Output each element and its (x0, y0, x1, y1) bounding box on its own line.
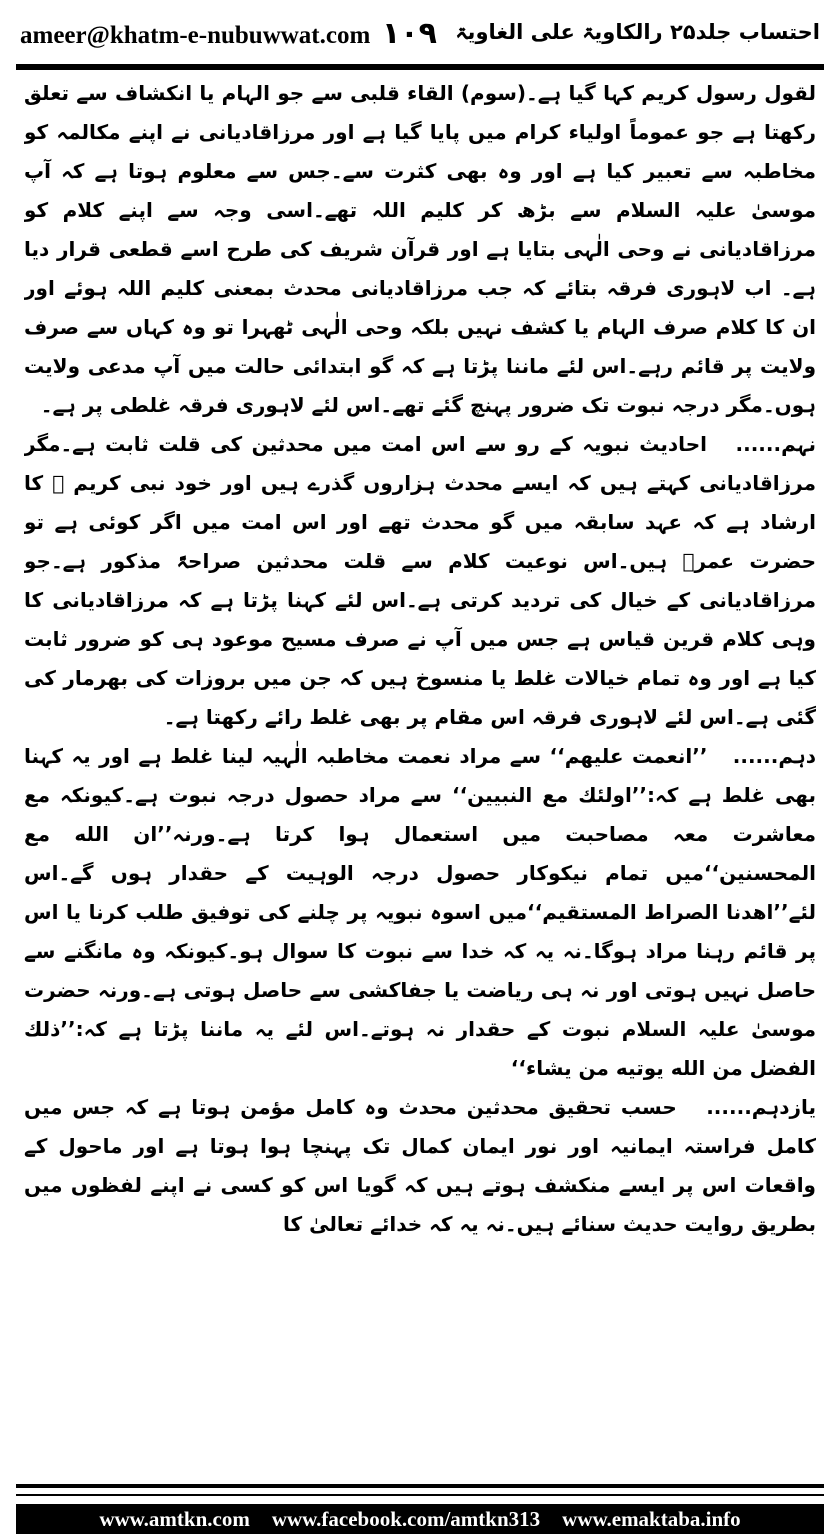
header-email[interactable]: ameer@khatm-e-nubuwwat.com (20, 22, 371, 49)
footer-link-facebook[interactable]: www.facebook.com/amtkn313 (271, 1506, 541, 1531)
page-number: ۱۰۹ (382, 16, 437, 51)
paragraph-4-label: یازدہم...... (706, 1095, 816, 1119)
header-rule (16, 64, 824, 70)
page-footer (16, 1504, 824, 1534)
footer-rule-bottom (16, 1494, 824, 1496)
paragraph-4 (24, 1088, 816, 1244)
running-title: احتساب جلد۲۵ رالکاویۃ علی الغاویۃ (455, 20, 820, 44)
main-text (24, 74, 816, 1434)
page-header (16, 14, 824, 62)
paragraph-3-label: دہم...... (732, 744, 816, 768)
footer-rule-top (16, 1484, 824, 1488)
paragraph-2 (24, 425, 816, 737)
paragraph-3-text: ’’انعمت علیهم‘‘ سے مراد نعمت مخاطبہ الٰہیہ لینا غلط ہے اور یہ کہنا بھی غلط ہے کہ:’’اولئك مع النبیین‘‘ سے مراد حصول درجہ نبوت ہے۔کیونکہ مع معاشرت معہ مصاحبت میں استعمال ہوا کرتا ہے۔ورنہ’’ان الله مع المحسنین‘‘میں تمام نیکوکار حصول درجہ الوہیت کے حقدار ہوں گے۔اس لئے’’اهدنا الصراط المستقیم‘‘میں اسوہ نبویہ پر چلنے کی توفیق طلب کرنا یا اس پر قائم رہنا مراد ہوگا۔نہ یہ کہ خدا سے نبوت کا سوال ہو۔کیونکہ وہ مانگنے سے حاصل نہیں ہوتی اور نہ ہی ریاضت یا جفاکشی سے حاصل ہوتی ہے۔ورنہ حضرت موسیٰ علیہ السلام نبوت کے حقدار نہ ہوتے۔اس لئے یہ ماننا پڑتا ہے کہ:’’ذلك الفضل من الله یوتیه من یشاء‘‘ (24, 744, 816, 1080)
paragraph-2-text: احادیث نبویہ کے رو سے اس امت میں محدثین کی قلت ثابت ہے۔مگر مرزاقادیانی کہتے ہیں کہ ایسے محدث ہزاروں گذرے ہیں اور خود نبی کریم ﷺ کا ارشاد ہے کہ عہد سابقہ میں گو محدث تھے اور اس امت میں اگر کوئی ہے تو حضرت عمرؓ ہیں۔اس نوعیت کلام سے قلت محدثین صراحۃً مذکور ہے۔جو مرزاقادیانی کے خیال کی تردید کرتی ہے۔اس لئے کہنا پڑتا ہے کہ مرزاقادیانی کا وہی کلام قرین قیاس ہے جس میں آپ نے صرف مسیح موعود ہی کو ضرور ثابت کیا ہے اور وہ تمام خیالات غلط یا منسوخ ہیں کہ جن میں بروزات کی بھرمار کی گئی ہے۔اس لئے لاہوری فرقہ اس مقام پر بھی غلط رائے رکھتا ہے۔ (24, 432, 816, 729)
footer-link-emaktaba[interactable]: www.emaktaba.info (562, 1506, 741, 1531)
paragraph-1: لقول رسول کریم کہا گیا ہے۔(سوم) القاء قلبی سے جو الہام یا انکشاف سے تعلق رکھتا ہے جو عموماً اولیاء کرام میں پایا گیا ہے اور مرزاقادیانی نے اپنے مکالمہ کو مخاطبہ سے تعبیر کیا ہے اور وہ بھی کثرت سے۔جس سے معلوم ہوتا ہے کہ آپ موسیٰ علیہ السلام سے بڑھ کر کلیم اللہ تھے۔اسی وجہ سے اپنے کلام کو مرزاقادیانی نے وحی الٰہی بتایا ہے اور قرآن شریف کی طرح اسے قطعی قرار دیا ہے۔ اب لاہوری فرقہ بتائے کہ جب مرزاقادیانی محدث بمعنی کلیم اللہ ہوئے اور ان کا کلام صرف الہام یا کشف نہیں بلکہ وحی الٰہی ٹھہرا تو وہ کہاں سے صرف ولایت پر قائم رہے۔اس لئے ماننا پڑتا ہے کہ گو ابتدائی حالت میں آپ مدعی ولایت ہوں۔مگر درجہ نبوت تک ضرور پہنچ گئے تھے۔اس لئے لاہوری فرقہ غلطی پر ہے۔ (24, 81, 816, 417)
paragraph-2-label: نہم...... (735, 432, 816, 456)
paragraph-3 (24, 737, 816, 1088)
paragraph-4-text: حسب تحقیق محدثین محدث وہ کامل مؤمن ہوتا ہے کہ جس میں کامل فراستہ ایمانیہ اور نور ایمان کمال تک پہنچا ہوا ہوتا ہے اور ماحول کے واقعات اس پر ایسے منکشف ہوتے ہیں کہ گویا اس کو کسی نے اپنے لفظوں میں بطریق روایت حدیث سنائے ہیں۔نہ یہ کہ خدائے تعالیٰ کا (24, 1095, 816, 1236)
footer-link-amtkn[interactable]: www.amtkn.com (99, 1506, 250, 1531)
